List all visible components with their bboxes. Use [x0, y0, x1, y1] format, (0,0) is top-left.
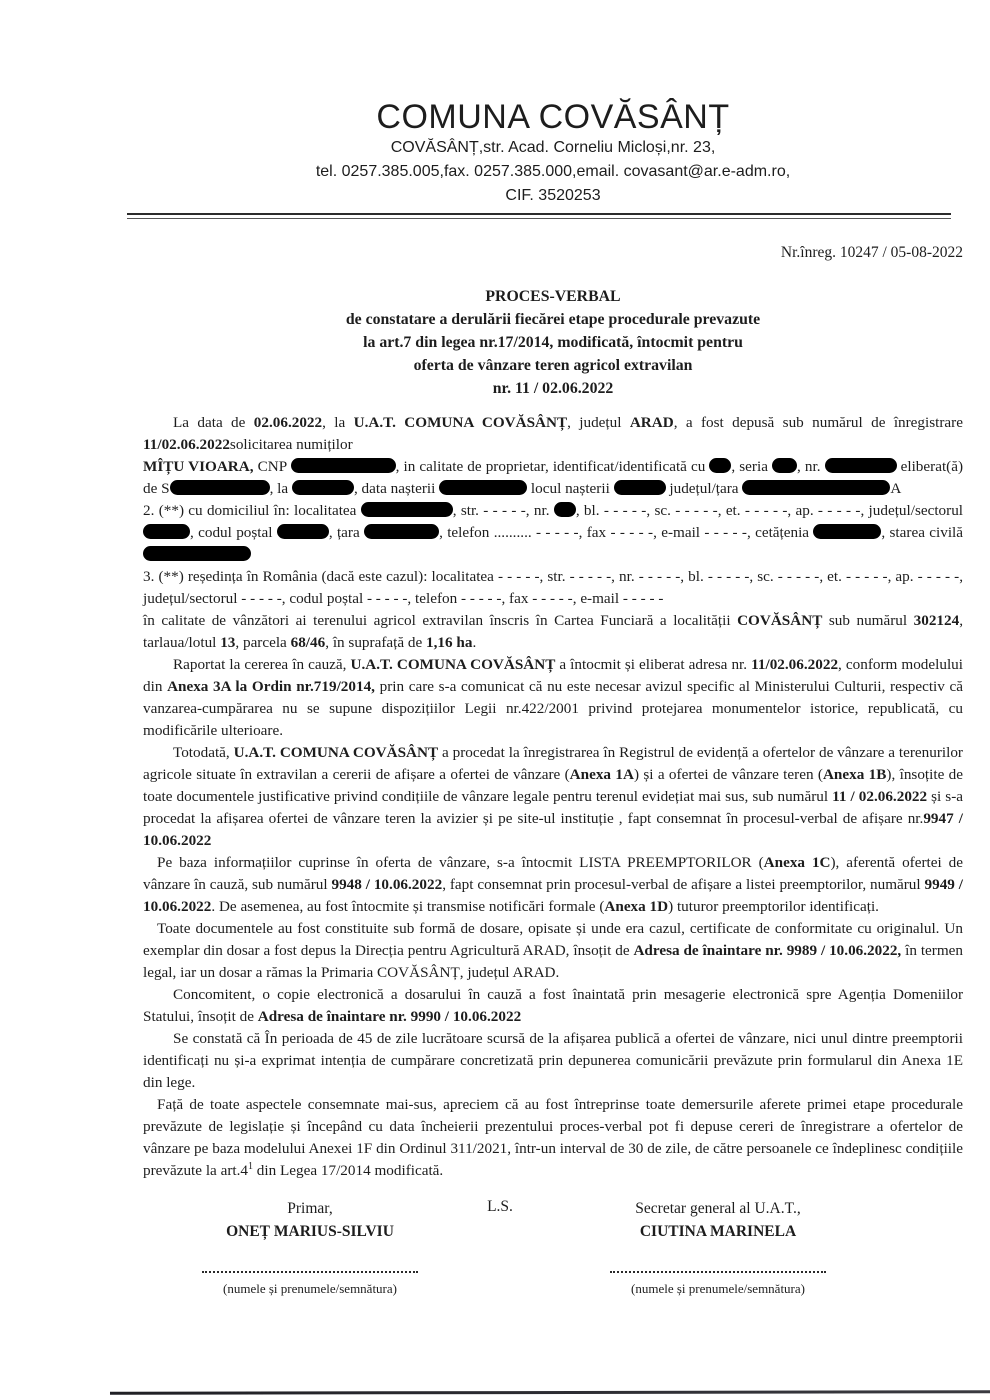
redaction-box: [361, 502, 453, 517]
bold-text: ARAD: [629, 414, 674, 431]
bold-text: 68/46: [290, 634, 326, 651]
bold-text: 9949 / 10.06.2022: [143, 876, 963, 915]
text: a procedat la înregistrarea în Registrul de evidență a ofertelor de vânzare a terenurilor agricole situate în extravilan a cererii de afișare a ofertei de vânzare (: [143, 744, 963, 783]
text: a întocmit și eliberat adresa nr.: [555, 656, 752, 673]
redaction-box: [614, 480, 666, 495]
paragraph: [143, 918, 963, 984]
signature-primar: [143, 1198, 477, 1297]
text: Toate documentele au fost constituite sub formă de dosare, opisate și unde era cazul, certificate de conformitate cu originalul. Un exemplar din dosar a fost depus la Direcția pentru Agricultură ARAD, însoțit de: [143, 920, 963, 959]
text: eliberat(ă) de S: [143, 458, 964, 497]
text: în calitate de vânzători ai terenului agricol extravilan înscris în Cartea Funciară a localității: [143, 612, 738, 629]
bold-text: Adresa de înaintare nr. 9989 / 10.06.2022,: [633, 942, 902, 959]
redaction-box: [277, 524, 329, 539]
text: , țara: [328, 524, 365, 541]
bold-text: Anexa 1C: [763, 854, 831, 871]
bold-text: 02.06.2022: [253, 414, 323, 431]
text: sub numărul: [822, 612, 914, 629]
doc-title-line: oferta de vânzare teren agricol extravilan: [413, 357, 693, 374]
text: .: [472, 634, 477, 651]
bold-text: 9947 / 10.06.2022: [143, 810, 963, 849]
text: , bl. - - - - -, sc. - - - - -, et. - - - - -, ap. - - - - -, județul/sectorul: [575, 502, 964, 519]
bold-text: 11/02.06.2022: [751, 656, 839, 673]
text: , codul poștal: [190, 524, 277, 541]
redaction-box: [291, 458, 396, 473]
text: Raportat la cererea în cauză,: [173, 656, 351, 673]
text: CNP: [253, 458, 291, 475]
text: în termen legal, iar un dosar a rămas la Primaria COVĂSÂNȚ, județul ARAD.: [143, 942, 963, 981]
registration-number: Nr.înreg. 10247 / 05-08-2022: [780, 244, 963, 261]
bold-text: 11/02.06.2022: [143, 436, 230, 453]
text: , tarlaua/lotul: [143, 612, 963, 651]
bold-text: U.A.T. COMUNA COVĂSÂNȚ: [233, 744, 439, 761]
text: , în suprafață de: [325, 634, 427, 651]
doc-title-line: de constatare a derulării fiecărei etape procedurale prevazute: [345, 311, 761, 328]
bold-text: 11 / 02.06.2022: [832, 788, 928, 805]
redaction-box: [143, 546, 251, 561]
text: , seria: [731, 458, 773, 475]
text: , telefon .......... - - - - -, fax - - - - -, e-mail - - - - -, cetățenia: [439, 524, 814, 541]
text: și s-a procedat la afișarea ofertei de vânzare teren la avizier și pe site-ul instituție , fapt consemnat în procesul-verbal de afișare nr.: [143, 788, 963, 827]
redaction-box: [709, 458, 731, 473]
letterhead-contact: tel. 0257.385.005,fax. 0257.385.000,email. covasant@ar.e-adm.ro,: [315, 163, 791, 180]
text: din Legea 17/2014 modificată.: [253, 1162, 444, 1179]
redaction-box: [825, 458, 897, 473]
paragraph: [143, 1028, 963, 1094]
paragraph: [143, 566, 963, 610]
doc-title-line: la art.7 din legea nr.17/2014, modificată, întocmit pentru: [363, 334, 743, 351]
bold-text: 302124: [913, 612, 960, 629]
bold-text: Anexa 3A la Ordin nr.719/2014,: [167, 678, 375, 695]
text: , data nașterii: [353, 480, 440, 497]
bold-text: 13: [220, 634, 236, 651]
text: , fapt consemnat prin procesul-verbal de afișare a listei preemptorilor, numărul: [442, 876, 925, 893]
page-bottom-scan-line: [110, 1390, 990, 1395]
doc-title-line: PROCES-VERBAL: [485, 288, 621, 305]
text: 3. (**) reședința în România (dacă este cazul): localitatea - - - - -, str. - - - - -, nr. - - - - -, bl. - - - - -, sc. - - - - -, et. - - - - -, ap. - - - - -, județul/sectorul - - - - -, codul poștal - - - - -, telefon - - - - -, fax - - - - -, e-mail - - - - -: [143, 568, 963, 607]
text: Totodată,: [173, 744, 234, 761]
paragraph: [143, 1094, 963, 1182]
letterhead-address: COVĂSÂNȚ,str. Acad. Corneliu Micloși,nr. 23,: [390, 139, 716, 156]
bold-text: 1,16 ha: [426, 634, 473, 651]
bold-text: Anexa 1B: [822, 766, 887, 783]
signature-caption: (numele și prenumele/semnătura): [223, 1281, 397, 1296]
bold-text: Anexa 1D: [604, 898, 669, 915]
text: . De asemenea, au fost întocmite și transmise notificări formale (: [211, 898, 605, 915]
text: , conform modelului din: [143, 656, 963, 695]
text: solicitarea numiților: [229, 436, 353, 453]
text: ) și a ofertei de vânzare teren (: [633, 766, 823, 783]
text: ), însoțite de toate documentele justificative privind condițiile de vânzare legale pentru terenul evidețiat mai sus, sub numărul: [143, 766, 964, 805]
signature-primar-name: ONEȚ MARIUS-SILVIU: [226, 1223, 394, 1240]
signature-line: [610, 1270, 826, 1273]
text: , la: [322, 414, 354, 431]
text: A: [890, 480, 902, 497]
redaction-box: [143, 524, 190, 539]
redaction-box: [554, 502, 576, 517]
paragraph: [143, 610, 963, 654]
letterhead-title: COMUNA COVĂSÂNȚ: [376, 98, 730, 136]
signature-secretar-role: Secretar general al U.A.T.,: [635, 1200, 801, 1217]
signature-secretar: [598, 1198, 838, 1297]
paragraph: [143, 742, 963, 852]
paragraph: [143, 852, 963, 918]
doc-title-line: nr. 11 / 02.06.2022: [492, 380, 614, 397]
redaction-box: [170, 480, 270, 495]
text: La data de: [173, 414, 254, 431]
paragraph: [143, 984, 963, 1028]
signature-line: [202, 1270, 418, 1273]
paragraph: [143, 456, 963, 500]
bold-text: U.A.T. COMUNA COVĂSÂNȚ: [350, 656, 556, 673]
signature-primar-role: Primar,: [287, 1200, 333, 1217]
redaction-box: [742, 480, 890, 495]
text: prin care s-a comunicat că nu este necesar avizul specific al Ministerului Culturii, respectiv că vanzarea-cumpărarea nu se supune dispozițiilor Legii nr.422/2001 privind protejarea monumentelor istorice, republicată, cu modificările ulterioare.: [143, 678, 963, 739]
signature-block: [143, 1198, 963, 1328]
text: Concomitent, o copie electronică a dosarului în cauză a fost înaintată prin mesagerie electronică spre Agenția Domeniilor Statului, însoțit de: [143, 986, 963, 1025]
redaction-box: [364, 524, 439, 539]
bold-text: U.A.T. COMUNA COVĂSÂNȚ: [353, 414, 568, 431]
text: Se constată că În perioada de 45 de zile lucrătoare scursă de la afișarea publică a ofertei de vânzare, nici unul dintre preemptorii identificați nu și-a exprimat intenția de cumpărare concretizată prin depunerea comunicării prevăzute prin formularul din Anexa 1E din lege.: [143, 1030, 963, 1091]
signature-secretar-name: CIUTINA MARINELA: [639, 1223, 797, 1240]
bold-text: 9948 / 10.06.2022: [331, 876, 443, 893]
seal-ls: L.S.: [487, 1198, 513, 1215]
letterhead-cif: CIF. 3520253: [505, 187, 601, 204]
text: , str. - - - - -, nr.: [452, 502, 554, 519]
bold-text: Adresa de înaintare nr. 9990 / 10.06.2022: [257, 1008, 522, 1025]
signature-caption: (numele și prenumele/semnătura): [631, 1281, 805, 1296]
paragraph: [143, 654, 963, 742]
text: ), aferentă ofertei de vânzare în cauză, sub numărul: [143, 854, 963, 893]
doc-title: [143, 285, 963, 400]
text: , a fost depusă sub numărul de înregistrare: [673, 414, 963, 431]
redaction-box: [772, 458, 797, 473]
text: Față de toate aspectele consemnate mai-sus, apreciem că au fost întreprinse toate demersurile aferete primei etape procedurale prevăzute de legislație și începând cu data încheierii prezentului proces-verbal pot fi depuse cereri de înregistrare a ofertelor de vânzare pe baza modelului Anexei 1F din Ordinul 311/2021, într-un interval de 30 de zile, de către persoanele ce îndeplinesc condițiile prevăzute la art.4: [143, 1096, 963, 1179]
text: 1: [248, 1160, 253, 1172]
bold-text: MÎȚU VIOARA,: [143, 458, 254, 475]
paragraph: [143, 412, 963, 456]
text: 2. (**) cu domiciliul în: localitatea: [143, 502, 361, 519]
paragraph: [143, 500, 963, 566]
text: , in calitate de proprietar, identificat/identificată cu: [395, 458, 710, 475]
text: , la: [269, 480, 292, 497]
text: Pe baza informațiilor cuprinse în oferta de vânzare, s-a întocmit LISTA PREEMPTORILOR (: [157, 854, 764, 871]
redaction-box: [439, 480, 527, 495]
document-body: [143, 412, 963, 1182]
bold-text: COVĂSÂNȚ: [737, 612, 823, 629]
bold-text: Anexa 1A: [569, 766, 634, 783]
text: , nr.: [797, 458, 825, 475]
text: județul/țara: [665, 480, 743, 497]
redaction-box: [292, 480, 354, 495]
letterhead: [143, 98, 963, 219]
text: , județul: [567, 414, 630, 431]
text: , parcela: [235, 634, 291, 651]
header-rule: [127, 213, 951, 219]
text: , starea civilă: [881, 524, 963, 541]
redaction-box: [813, 524, 881, 539]
text: locul nașterii: [527, 480, 614, 497]
text: ) tuturor preemptorilor identificați.: [668, 898, 879, 915]
